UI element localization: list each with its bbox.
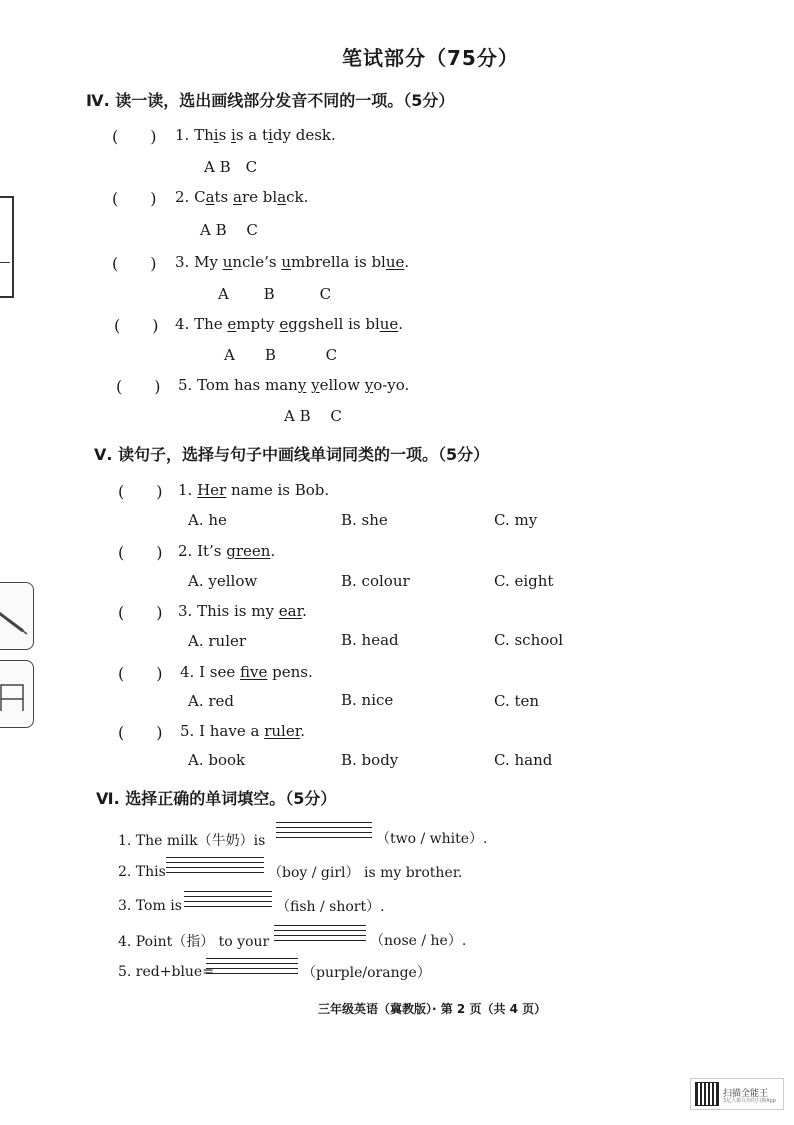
answer-paren[interactable]: ( ) (114, 316, 159, 335)
answer-paren[interactable]: ( ) (118, 482, 163, 501)
section-6-heading: Ⅵ. 选择正确的单词填空。（5分） (96, 789, 337, 808)
scanner-watermark-logo (690, 1078, 784, 1110)
fill-prefix: 2. This (118, 864, 166, 880)
scanner-logo-name: 扫描全能王 (723, 1089, 769, 1099)
answer-blank[interactable] (166, 857, 264, 877)
section-5-heading: Ⅴ. 读句子，选择与句子中画线单词同类的一项。（5分） (94, 445, 490, 464)
margin-box-divider (0, 262, 10, 263)
option-letters: A B C (204, 158, 258, 176)
qr-code-icon (695, 1082, 719, 1106)
option-b[interactable]: B. body (341, 751, 399, 769)
option-c[interactable]: C. hand (494, 751, 553, 769)
answer-blank[interactable] (206, 958, 298, 978)
question-text: 3. This is my ear. (178, 602, 307, 620)
fill-prefix: 1. The milk（牛奶）is (118, 833, 266, 849)
fill-suffix: （two / white）. (376, 831, 488, 847)
answer-blank[interactable] (184, 891, 272, 911)
option-a[interactable]: A. book (188, 751, 246, 769)
fill-prefix: 5. red+blue= (118, 964, 214, 980)
question-text: 1. Her name is Bob. (178, 481, 330, 499)
fill-prefix: 3. Tom is (118, 898, 182, 914)
question-text: 4. I see five pens. (180, 663, 313, 681)
desk-picture-fragment (0, 660, 34, 728)
answer-paren[interactable]: ( ) (118, 664, 163, 683)
fill-suffix: （purple/orange） (302, 965, 431, 981)
question-text: 5. Tom has many yellow yo-yo. (178, 376, 410, 394)
question-text: 2. It’s green. (178, 542, 276, 560)
question-text: 4. The empty eggshell is blue. (175, 315, 404, 333)
scanner-logo-subtitle: 3亿人都在用的扫描App (723, 1098, 776, 1104)
section-4-heading: Ⅳ. 读一读，选出画线部分发音不同的一项。（5分） (86, 91, 455, 110)
answer-paren[interactable]: ( ) (118, 723, 163, 742)
option-c[interactable]: C. eight (494, 572, 554, 590)
margin-box-fragment (0, 196, 14, 298)
answer-blank[interactable] (276, 822, 372, 842)
desk-icon (0, 661, 33, 727)
question-text: 1. This is a tidy desk. (175, 126, 336, 144)
option-letters: A B C (224, 346, 338, 364)
question-text: 5. I have a ruler. (180, 722, 306, 740)
answer-paren[interactable]: ( ) (118, 603, 163, 622)
option-c[interactable]: C. school (494, 631, 564, 649)
pen-picture-fragment (0, 582, 34, 650)
question-text: 2. Cats are black. (175, 188, 309, 206)
answer-paren[interactable]: ( ) (112, 127, 157, 146)
fill-suffix: （fish / short）. (276, 899, 385, 915)
option-b[interactable]: B. nice (341, 691, 394, 709)
fill-suffix: （nose / he）. (370, 933, 467, 949)
pen-icon (0, 583, 33, 649)
option-b[interactable]: B. colour (341, 572, 410, 590)
answer-blank[interactable] (274, 925, 366, 945)
page-title: 笔试部分（75分） (342, 46, 519, 70)
option-a[interactable]: A. red (188, 692, 235, 710)
option-a[interactable]: A. yellow (188, 572, 258, 590)
option-c[interactable]: C. my (494, 511, 538, 529)
option-c[interactable]: C. ten (494, 692, 540, 710)
fill-suffix: （boy / girl） is my brother. (268, 865, 463, 881)
option-letters: A B C (218, 285, 332, 303)
answer-paren[interactable]: ( ) (116, 377, 161, 396)
page-footer: 三年级英语（冀教版）· 第 2 页（共 4 页） (318, 1002, 547, 1016)
fill-prefix: 4. Point（指） to your (118, 934, 270, 950)
answer-paren[interactable]: ( ) (112, 254, 157, 273)
question-text: 3. My uncle’s umbrella is blue. (175, 253, 410, 271)
option-letters: A B C (200, 221, 258, 239)
option-b[interactable]: B. head (341, 631, 399, 649)
answer-paren[interactable]: ( ) (118, 543, 163, 562)
option-letters: A B C (284, 407, 342, 425)
option-a[interactable]: A. he (188, 511, 227, 529)
option-a[interactable]: A. ruler (188, 632, 247, 650)
answer-paren[interactable]: ( ) (112, 189, 157, 208)
option-b[interactable]: B. she (341, 511, 388, 529)
